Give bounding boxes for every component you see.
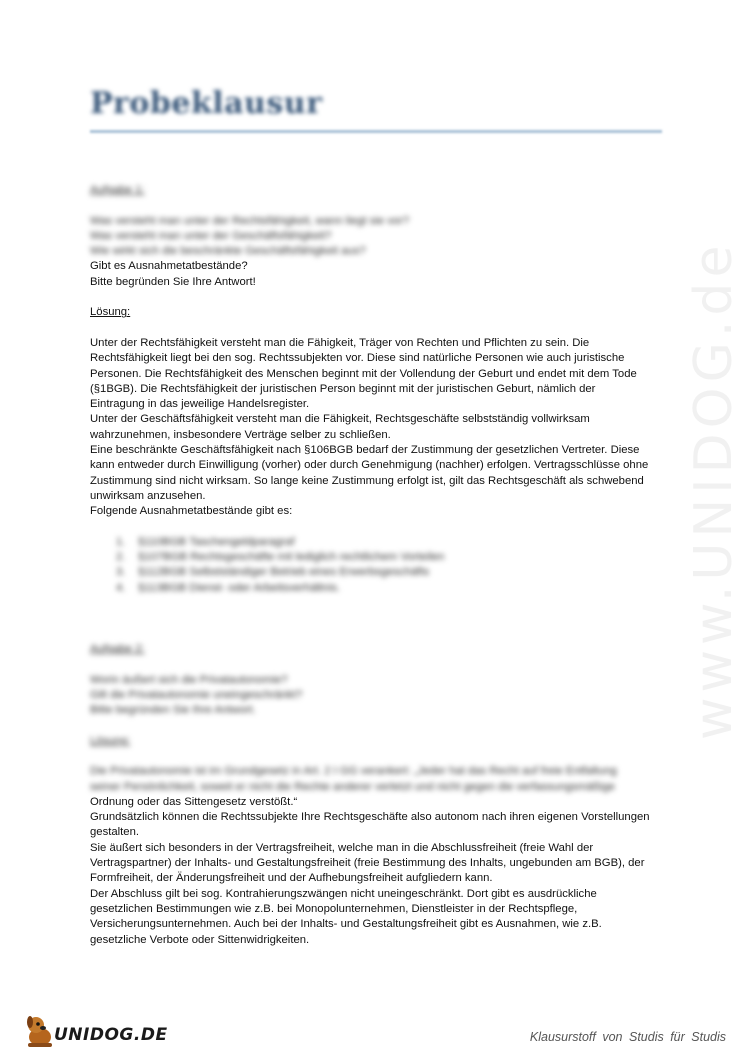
answer-line: Versicherungsunternehmen. Auch bei der Inhalts- und Gestaltungsfreiheit gibt es Ausnahmen, wie z.B.	[90, 918, 602, 931]
answer-line: Folgende Ausnahmetatbestände gibt es:	[90, 505, 293, 518]
answer-line: Grundsätzlich können die Rechtssubjekte Ihre Rechtsgeschäfte also autonom nach ihren eigenen Vorstellungen	[90, 811, 650, 824]
answer-line: gestalten.	[90, 826, 139, 839]
answer-line: (§1BGB). Die Rechtsfähigkeit der juristischen Person beginnt mit der juristischen Geburt, nämlich der	[90, 382, 596, 395]
aufgabe1-question-2: Was versteht man unter der Geschäftsfähigkeit?	[90, 229, 332, 242]
answer-line: Formfreiheit, der Änderungsfreiheit und der Aufhebungsfreiheit aufgliedern kann.	[90, 872, 493, 885]
answer-line: unwirksam anzusehen.	[90, 489, 206, 502]
footer-tagline: Klausurstoff von Studis für Studis	[529, 1030, 726, 1044]
aufgabe1-question-3: Wie wirkt sich die beschränkte Geschäftsfähigkeit aus?	[90, 245, 366, 258]
answer-line: Rechtsfähigkeit liegt bei den sog. Rechtssubjekten vor. Diese sind natürliche Personen wie auch juristische	[90, 352, 625, 365]
answer-line-blurred: Die Privatautonomie ist im Grundgesetz in Art. 2 I GG verankert: „Jeder hat das Recht auf freie Entfaltung	[90, 765, 617, 778]
unidog-logo	[24, 1013, 168, 1049]
aufgabe1-question-1: Was versteht man unter der Rechtsfähigkeit, wann liegt sie vor?	[90, 214, 410, 227]
aufgabe1-question-4: Gibt es Ausnahmetatbestände?	[90, 260, 248, 273]
answer-line: Eintragung in das jeweilige Handelsregister.	[90, 398, 310, 411]
aufgabe2-heading: Aufgabe 2:	[90, 642, 145, 655]
answer-line-blurred: seiner Persönlichkeit, soweit er nicht die Rechte anderer verletzt und nicht gegen die verfassungsmäßige	[90, 780, 615, 793]
aufgabe1-heading: Aufgabe 1:	[90, 184, 145, 196]
aufgabe1-loesung-label: Lösung:	[90, 306, 131, 319]
answer-line: Unter der Rechtsfähigkeit versteht man die Fähigkeit, Träger von Rechten und Pflichten zu sein. Die	[90, 336, 590, 349]
exceptions-list	[90, 535, 670, 596]
aufgabe2-question-3: Bitte begründen Sie Ihre Antwort.	[90, 704, 256, 717]
aufgabe2-question-1: Worin äußert sich die Privatautonomie?	[90, 673, 288, 686]
page-title: Probeklausur	[90, 86, 323, 121]
answer-line: Ordnung oder das Sittengesetz verstößt.“	[90, 795, 298, 808]
list-item: 1. §110BGB Taschengeldparagraf	[116, 535, 295, 548]
answer-line: kann entweder durch Einwilligung (vorher) oder durch Genehmigung (nachher) erfolgen. Vertragsschlüsse ohne	[90, 459, 649, 472]
aufgabe2-answer-paragraph	[90, 795, 670, 948]
answer-line: Der Abschluss gilt bei sog. Kontrahierungszwängen nicht uneingeschränkt. Dort gibt es ausdrückliche	[90, 887, 597, 900]
answer-line: gesetzlichen Bestimmungen wie z.B. bei Monopolunternehmen, Dienstleister in der Rechtspflege,	[90, 902, 578, 915]
document-body	[90, 183, 670, 948]
list-item: 2. §107BGB Rechtsgeschäfte mit lediglich rechtlichem Vorteilen	[116, 551, 445, 564]
answer-line: Zustimmung sind nicht wirksam. So lange keine Zustimmung erfolgt ist, gilt das Rechtsgeschäft als schwebend	[90, 474, 644, 487]
list-item: 4. §113BGB Dienst- oder Arbeitsverhältnis.	[116, 581, 340, 594]
answer-line: Personen. Die Rechtsfähigkeit des Menschen beginnt mit der Vollendung der Geburt und endet mit dem Tode	[90, 367, 637, 380]
watermark: www.UNIDOG.de	[684, 240, 744, 740]
list-item: 3. §112BGB Selbstständiger Betrieb eines Erwerbsgeschäfts	[116, 566, 430, 579]
aufgabe2-loesung-label: Lösung:	[90, 734, 131, 747]
answer-line: Eine beschränkte Geschäftsfähigkeit nach §106BGB bedarf der Zustimmung der gesetzlichen Vertreter. Diese	[90, 444, 640, 457]
answer-line: gesetzliche Verbote oder Sittenwidrigkeiten.	[90, 933, 310, 946]
logo-text: UNIDOG.DE	[54, 1025, 168, 1045]
aufgabe1-question-5: Bitte begründen Sie Ihre Antwort!	[90, 275, 256, 288]
answer-line: wahrzunehmen, insbesondere Verträge selber zu schließen.	[90, 428, 391, 441]
answer-line: Sie äußert sich besonders in der Vertragsfreiheit, welche man in die Abschlussfreiheit (freie Wahl der	[90, 841, 594, 854]
answer-line: Unter der Geschäftsfähigkeit versteht man die Fähigkeit, Rechtsgeschäfte selbstständig vollwirksam	[90, 413, 590, 426]
aufgabe1-answer-paragraph	[90, 336, 670, 520]
aufgabe2-question-2: Gilt die Privatautonomie uneingeschränkt?	[90, 688, 303, 701]
answer-line: Vertragspartner) der Inhalts- und Gestaltungsfreiheit (freie Bestimmung des Inhalts, ungebunden am BGB), der	[90, 857, 645, 870]
title-underline	[90, 130, 662, 133]
dog-icon	[24, 1013, 58, 1049]
